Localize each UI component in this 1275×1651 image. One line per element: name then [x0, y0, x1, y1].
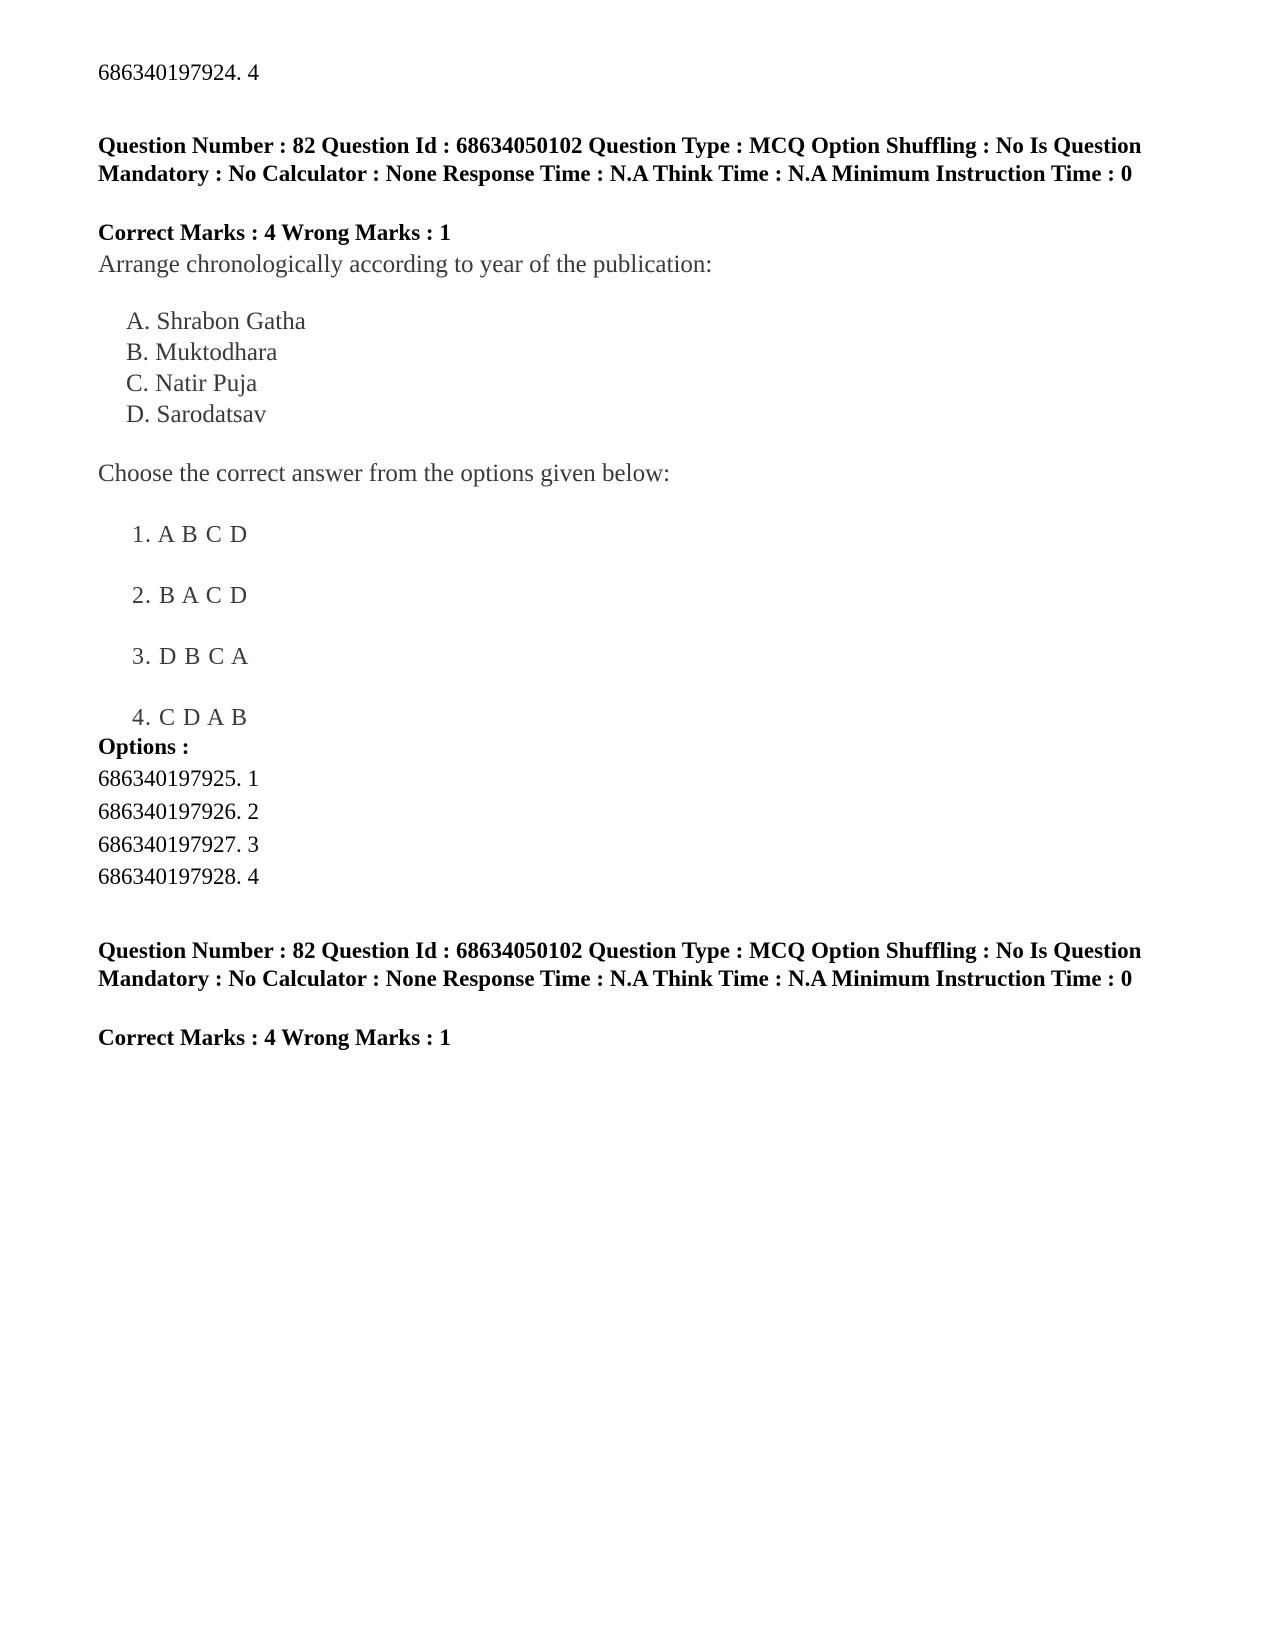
question-choice: 2. B A C D	[132, 583, 249, 609]
question-choice: 3. D B C A	[132, 644, 250, 670]
question-item: D. Sarodatsav	[126, 401, 267, 428]
question-item: B. Muktodhara	[126, 339, 278, 366]
question-marks: Correct Marks : 4 Wrong Marks : 1	[98, 1025, 451, 1050]
option-line: 686340197925. 1	[98, 766, 259, 791]
option-line: 686340197926. 2	[98, 799, 259, 824]
question-meta: Question Number : 82 Question Id : 68634050102 Question Type : MCQ Option Shuffling : No Is Question Mandatory : No Calculator : None Response Time : N.A Think Time : N.A Minimum Instruction Time : 0	[98, 938, 1142, 991]
option-line: 686340197927. 3	[98, 832, 259, 857]
question-meta: Question Number : 82 Question Id : 68634050102 Question Type : MCQ Option Shuffling : No Is Question Mandatory : No Calculator : None Response Time : N.A Think Time : N.A Minimum Instruction Time : 0	[98, 133, 1142, 186]
option-line: 686340197928. 4	[98, 864, 259, 889]
question-stem: Arrange chronologically according to year of the publication:	[98, 251, 713, 278]
question-marks: Correct Marks : 4 Wrong Marks : 1	[98, 220, 451, 245]
question-instruction: Choose the correct answer from the options given below:	[98, 460, 671, 487]
options-label: Options :	[98, 734, 190, 759]
previous-option-line: 686340197924. 4	[98, 60, 259, 85]
question-choice: 1. A B C D	[132, 522, 249, 548]
question-item: A. Shrabon Gatha	[126, 308, 306, 335]
question-item: C. Natir Puja	[126, 370, 258, 397]
question-choice: 4. C D A B	[132, 705, 249, 731]
